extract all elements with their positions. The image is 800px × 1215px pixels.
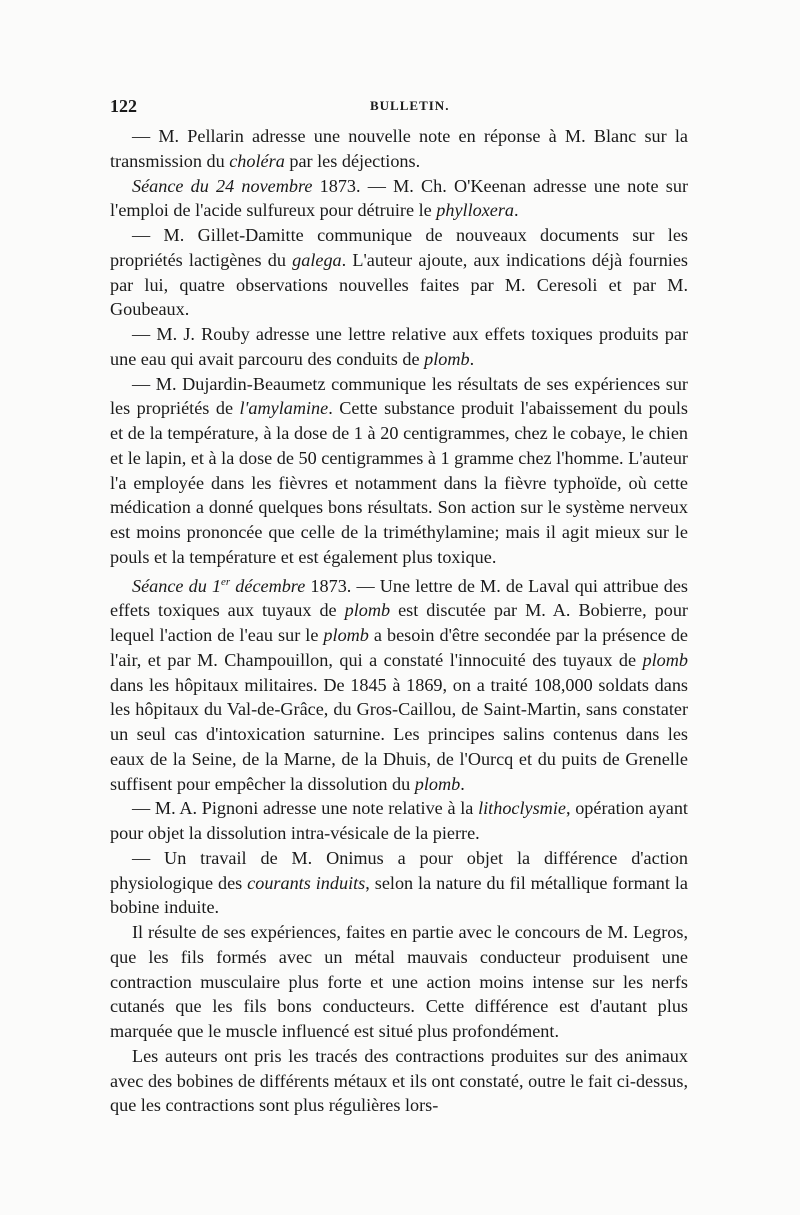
italic-text-run: lithoclysmie <box>478 798 566 819</box>
text-run: . <box>469 348 475 369</box>
italic-text-run: plomb <box>323 625 369 646</box>
paragraph <box>110 174 688 224</box>
italic-text-run: er <box>221 575 231 588</box>
italic-text-run: plomb <box>414 773 461 794</box>
paragraph <box>110 322 688 372</box>
text-run: dans les hôpitaux militaires. De 1845 à 1869, on a traité 108,000 soldats dans les hôpitaux du Val-de-Grâce, du Gros-Caillou, de Saint-Martin, sans constater un seul cas d'intoxication saturnine. Les principes salins contenus dans les eaux de la Seine, de la Marne, de la Dhuis, de l'Ourcq et du puits de Grenelle suffisent pour empêcher la dissolution du <box>110 674 688 794</box>
italic-text-run: plomb <box>424 348 470 369</box>
text-run: — M. J. Rouby adresse une lettre relative aux effets toxiques produits par une eau qui avait parcouru des conduits de <box>110 324 688 369</box>
text-run: — Un travail de M. Onimus a pour objet la différence d'action physiologique des <box>110 847 688 893</box>
text-run: est discutée par M. A. Bobierre, pour lequel l'action de l'eau sur le <box>110 600 688 646</box>
page-header <box>110 96 688 124</box>
text-run: 1873. — M. Ch. O'Keenan adresse une note sur l'emploi de l'acide sulfureux pour détruire le <box>110 175 688 221</box>
italic-text-run: Séance du 1 <box>132 575 222 596</box>
text-run: — M. Gillet-Damitte communique de nouveaux documents sur les propriétés lactigènes du <box>110 225 688 270</box>
paragraph <box>110 223 688 322</box>
running-title: BULLETIN. <box>370 98 450 113</box>
text-run: , opération ayant pour objet la dissolution intra-vésicale de la pierre. <box>110 798 688 844</box>
text-run: — M. A. Pignoni adresse une note relative à la <box>132 798 479 819</box>
paragraph <box>110 920 688 1044</box>
text-run: . <box>514 200 519 221</box>
italic-text-run: plomb <box>642 649 688 670</box>
paragraph <box>110 570 688 797</box>
text-run: — M. Pellarin adresse une nouvelle note en réponse à M. Blanc sur la transmission du <box>110 126 688 171</box>
text-run: . L'auteur ajoute, aux indications déjà fournies par lui, quatre observations nouvelles faites par M. Ceresoli et par M. Goubeaux. <box>110 249 688 320</box>
text-run: . <box>460 773 465 794</box>
text-run: . Cette substance produit l'abaissement du pouls et de la température, à la dose de 1 à 20 centigrammes, chez le cobaye, le chien et le lapin, et à la dose de 50 centigrammes à 1 gramme chez l'homme. L'auteur l'a employée dans les fièvres et notamment dans la fièvre typhoïde, où cette médication a donné quelques bons résultats. Son action sur le système nerveux est moins prononcée que celle de la triméthylamine; mais il agit mieux sur le pouls et la température et est également plus toxique. <box>110 398 688 567</box>
italic-text-run: décembre <box>230 575 306 596</box>
body-text <box>110 124 688 1118</box>
italic-text-run: Séance du 24 novembre <box>132 175 313 196</box>
italic-text-run: courants induits <box>247 872 366 893</box>
italic-text-run: l'amylamine <box>239 398 329 419</box>
italic-text-run: choléra <box>229 150 285 171</box>
text-run: Il résulte de ses expériences, faites en partie avec le concours de M. Legros, que les fils formés avec un métal mauvais conducteur produisent une contraction musculaire plus forte et une action moins intense sur les nerfs cutanés que les fils bons conducteurs. Cette différence est d'autant plus marquée que le muscle influencé est situé plus profondément. <box>110 922 688 1042</box>
italic-text-run: plomb <box>344 600 391 621</box>
text-run: 1873. — Une lettre de M. de Laval qui attribue des effets toxiques aux tuyaux de <box>110 575 689 621</box>
page <box>110 96 688 1118</box>
text-run: Les auteurs ont pris les tracés des contractions produites sur des animaux avec des bobines de différents métaux et ils ont constaté, outre le fait ci-dessus, que les contractions sont plus régulières lors- <box>110 1045 688 1116</box>
paragraph <box>110 846 688 920</box>
text-run: a besoin d'être secondée par la présence de l'air, et par M. Champouillon, qui a constaté l'innocuité des tuyaux de <box>110 625 689 670</box>
paragraph <box>110 796 688 846</box>
italic-text-run: phylloxera <box>436 200 515 221</box>
text-run: — M. Dujardin-Beaumetz communique les résultats de ses expériences sur les propriétés de <box>110 373 688 419</box>
text-run: par les déjections. <box>284 150 421 171</box>
paragraph <box>110 372 688 570</box>
paragraph <box>110 124 688 174</box>
italic-text-run: galega <box>292 249 342 270</box>
paragraph <box>110 1044 688 1118</box>
text-run: , selon la nature du fil métallique formant la bobine induite. <box>110 872 688 918</box>
page-number: 122 <box>110 96 137 116</box>
